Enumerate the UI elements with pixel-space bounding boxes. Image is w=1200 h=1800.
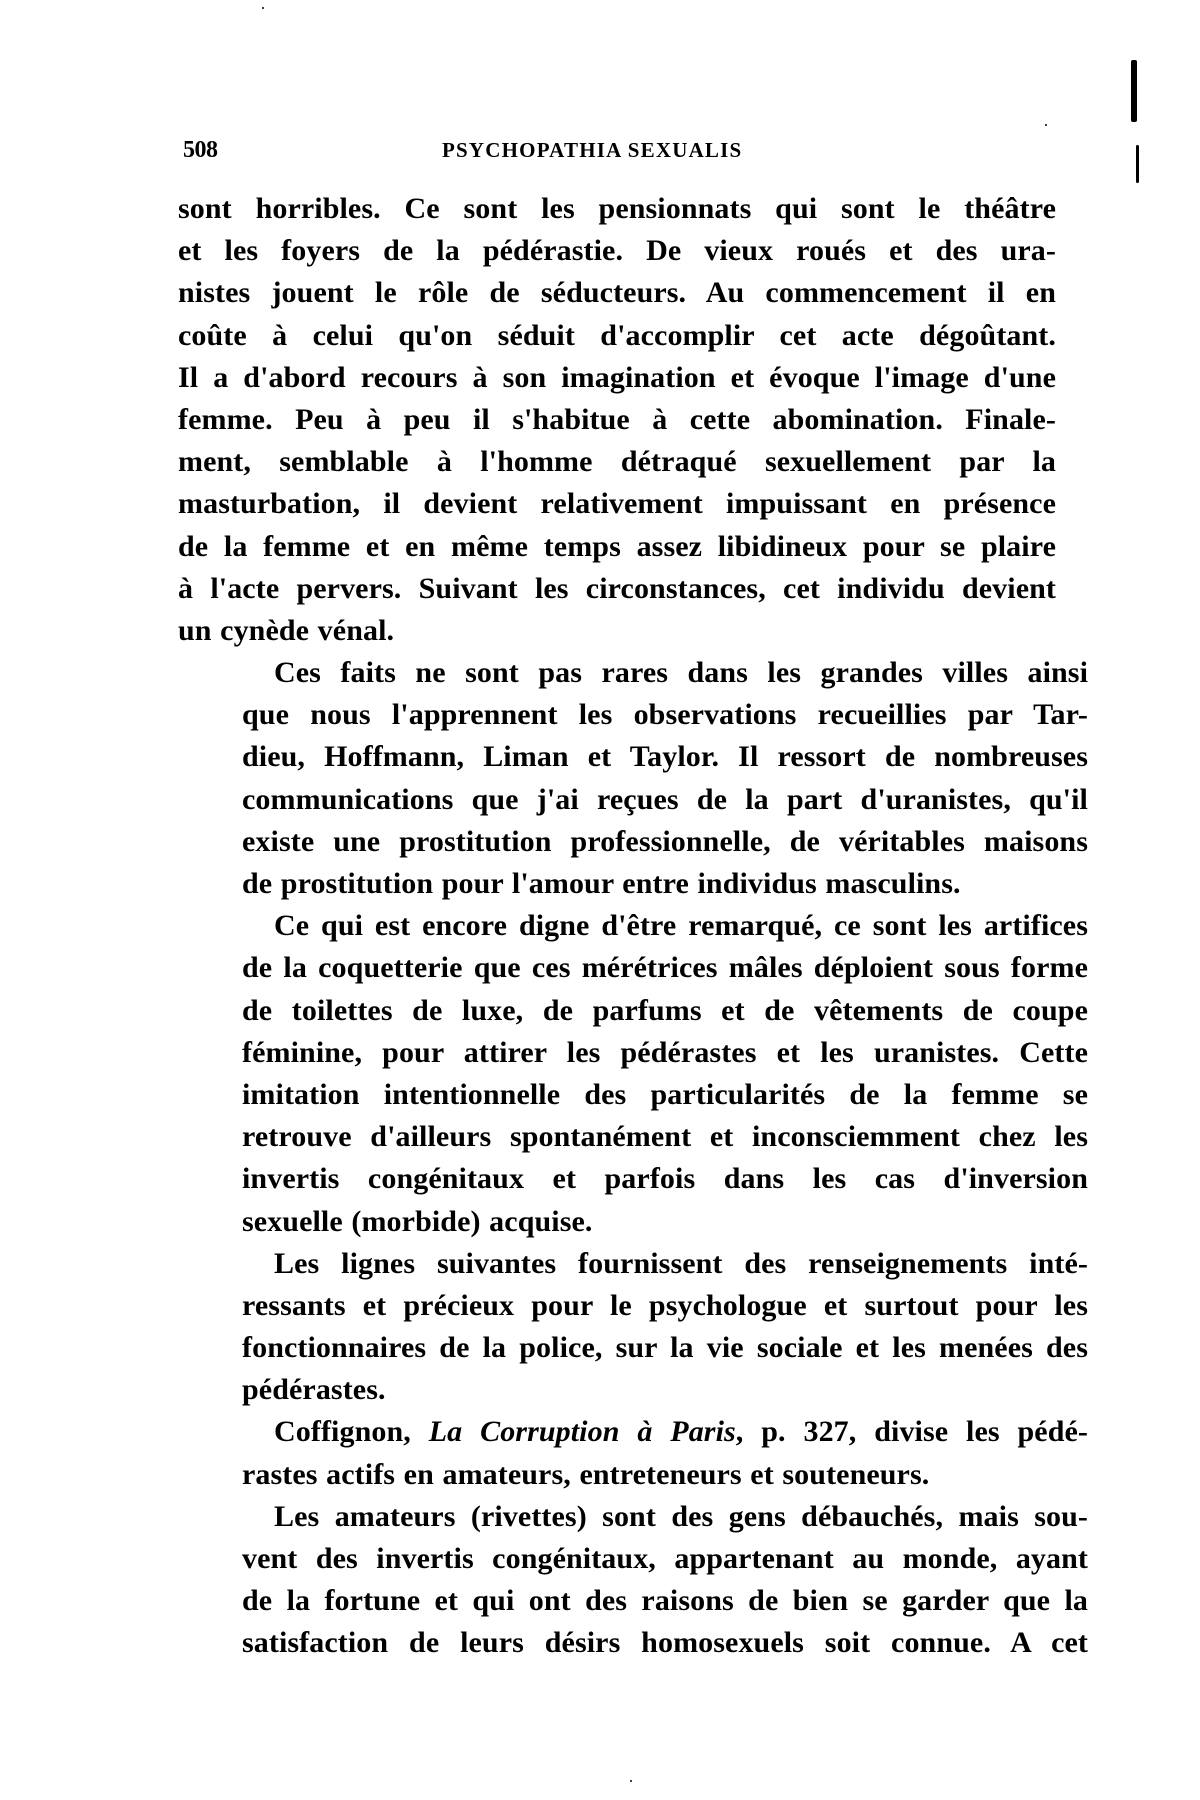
- running-title: PSYCHOPATHIA SEXUALIS: [442, 138, 743, 162]
- paragraph: [178, 188, 1056, 652]
- running-head: [180, 136, 1055, 164]
- text-line: dieu, Hoffmann, Liman et Taylor. Il ressort de nombreuses: [242, 740, 1088, 774]
- text-line: ment, semblable à l'homme détraqué sexuellement par la: [178, 445, 1056, 479]
- text-line: Il a d'abord recours à son imagination et évoque l'image d'une: [178, 360, 1056, 394]
- scan-edge-mark: [1136, 145, 1139, 183]
- text-line: rastes actifs en amateurs, entreteneurs et souteneurs.: [242, 1457, 930, 1491]
- text-line: femme. Peu à peu il s'habitue à cette abomination. Finale-: [178, 402, 1056, 436]
- text-line: de toilettes de luxe, de parfums et de vêtements de coupe: [242, 993, 1088, 1027]
- text-line: coûte à celui qu'on séduit d'accomplir cet acte dégoûtant.: [178, 318, 1056, 352]
- paragraph: [178, 1411, 1088, 1495]
- text-line: imitation intentionnelle des particularités de la femme se: [242, 1077, 1088, 1111]
- scan-speck: [630, 1780, 632, 1782]
- text-line: de prostitution pour l'amour entre individus masculins.: [242, 867, 961, 900]
- text-line: invertis congénitaux et parfois dans les cas d'inversion: [242, 1162, 1088, 1196]
- text-line: ressants et précieux pour le psychologue et surtout pour les: [242, 1288, 1088, 1322]
- text-line: sexuelle (morbide) acquise.: [242, 1204, 593, 1238]
- text-line: féminine, pour attirer les pédérastes et les uranistes. Cette: [242, 1035, 1088, 1069]
- text-line: Les lignes suivantes fournissent des renseignements inté-: [274, 1246, 1088, 1280]
- text-line: et les foyers de la pédérastie. De vieux roués et des ura-: [178, 234, 1056, 268]
- text-line: masturbation, il devient relativement impuissant en présence: [178, 487, 1056, 521]
- text-line: de la femme et en même temps assez libidineux pour se plaire: [178, 529, 1056, 563]
- text-line: sont horribles. Ce sont les pensionnats qui sont le théâtre: [178, 192, 1056, 225]
- text-line: vent des invertis congénitaux, appartenant au monde, ayant: [242, 1542, 1088, 1575]
- text-line: retrouve d'ailleurs spontanément et inconsciemment chez les: [242, 1120, 1088, 1154]
- scan-speck: [1045, 124, 1047, 126]
- body-text: [178, 188, 1088, 1665]
- text-line: un cynède vénal.: [178, 613, 395, 647]
- text-line: communications que j'ai reçues de la part d'uranistes, qu'il: [242, 782, 1088, 816]
- paragraph: [178, 652, 1088, 905]
- paragraph: [178, 1496, 1088, 1665]
- text-line: [178, 1411, 1088, 1453]
- text-line: Ce qui est encore digne d'être remarqué, ce sont les artifices: [274, 909, 1088, 943]
- text-segment: Coffignon,: [274, 1415, 429, 1449]
- text-line: existe une prostitution professionnelle, de véritables maisons: [242, 824, 1088, 858]
- text-line: que nous l'apprennent les observations recueillies par Tar-: [242, 698, 1088, 732]
- text-line: nistes jouent le rôle de séducteurs. Au commencement il en: [178, 276, 1056, 310]
- page-number: 508: [183, 137, 218, 163]
- scan-edge-mark: [1131, 60, 1137, 122]
- text-line: Les amateurs (rivettes) sont des gens débauchés, mais sou-: [274, 1499, 1088, 1533]
- scan-speck: [262, 7, 264, 9]
- book-title-citation: La Corruption à Paris: [428, 1415, 736, 1449]
- paragraph: [178, 1243, 1088, 1412]
- text-line: de la coquetterie que ces mérétrices mâles déploient sous forme: [242, 951, 1088, 985]
- text-line: de la fortune et qui ont des raisons de bien se garder que la: [242, 1584, 1088, 1618]
- text-segment: , p. 327, divise les pédé-: [735, 1415, 1088, 1449]
- text-line: fonctionnaires de la police, sur la vie sociale et les menées des: [242, 1331, 1088, 1365]
- text-line: à l'acte pervers. Suivant les circonstances, cet individu devient: [178, 571, 1056, 605]
- text-line: satisfaction de leurs désirs homosexuels soit connue. A cet: [242, 1626, 1088, 1660]
- text-line: pédérastes.: [242, 1373, 386, 1407]
- paragraph: [178, 905, 1088, 1243]
- text-line: Ces faits ne sont pas rares dans les grandes villes ainsi: [274, 656, 1088, 690]
